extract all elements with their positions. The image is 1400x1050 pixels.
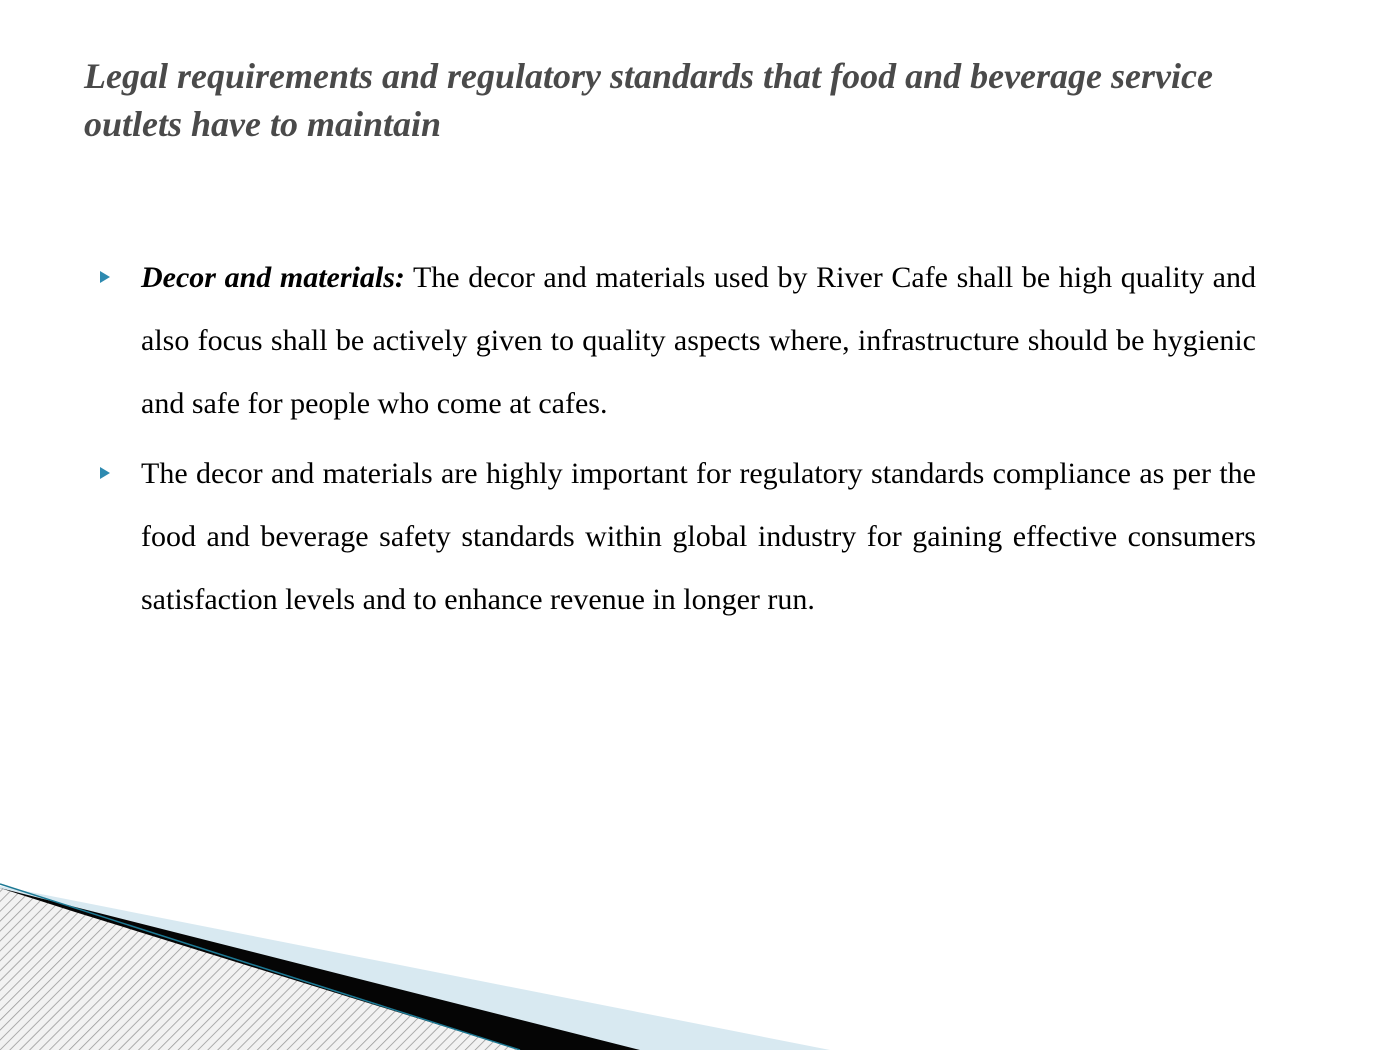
bullet-list [100,246,1256,638]
light-blue-wedge [0,886,830,1050]
black-wedge [0,888,640,1050]
bullet-body-text: The decor and materials used by River Cafe shall be high quality and also focus shall be actively given to quality aspects where, infrastructure should be hygienic and safe for people who come at cafes. [141,261,1256,420]
hatched-wedge [0,888,520,1050]
bullet-body-text: The decor and materials are highly important for regulatory standards compliance as per the food and beverage safety standards within global industry for gaining effective consumers satisfaction levels and to enhance revenue in longer run. [141,457,1256,616]
bullet-lead-text: Decor and materials: [141,261,405,294]
bullet-item [100,442,1256,631]
bullet-arrow-icon [100,271,110,283]
teal-edge-line [0,884,520,1050]
slide-title: Legal requirements and regulatory standards that food and beverage service outlets have to maintain [84,56,1213,144]
bullet-item [100,246,1256,435]
bullet-arrow-icon [100,467,110,479]
